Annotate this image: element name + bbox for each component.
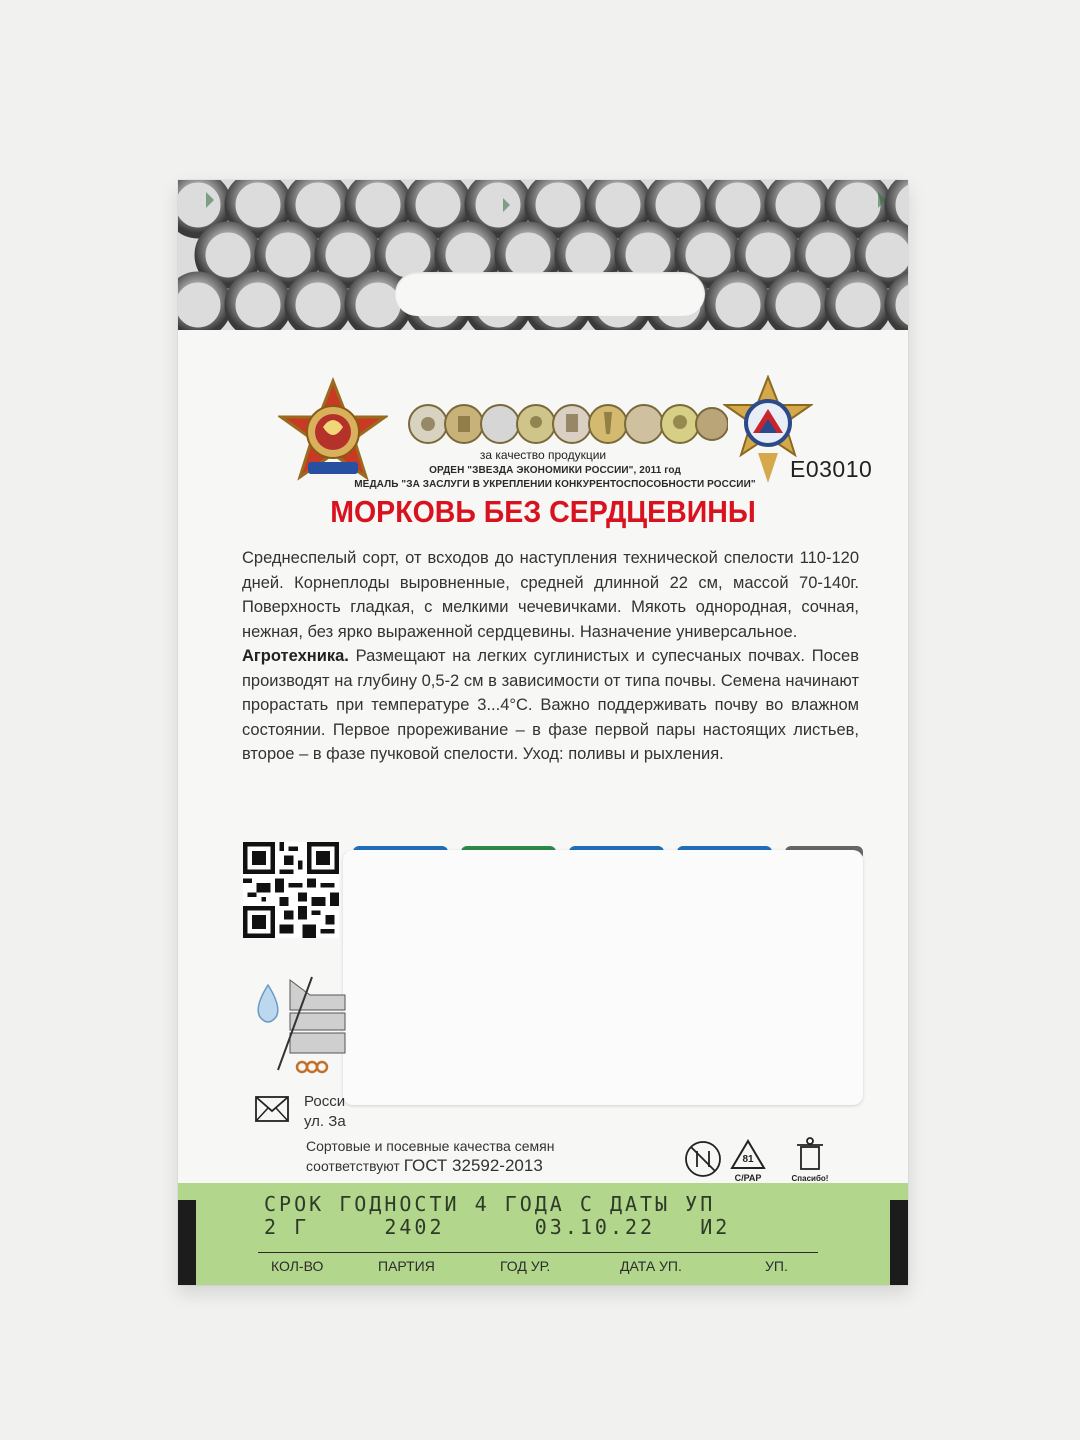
label-packer: УП. [765, 1258, 788, 1274]
band-edge-left [178, 1200, 196, 1285]
recycle-code: C/PAP [734, 1173, 762, 1183]
gost-prefix: соответствуют [306, 1158, 404, 1174]
award-order-text: ОРДЕН "ЗВЕЗДА ЭКОНОМИКИ РОССИИ", 2011 год [429, 465, 681, 476]
hang-slot [395, 272, 705, 316]
agrotechnics-label: Агротехника. [242, 647, 349, 665]
trash-bin-icon [797, 1138, 823, 1169]
mail-envelope-icon [255, 1096, 289, 1122]
product-description [242, 546, 859, 767]
stamp-date: 03.10.22 [534, 1215, 656, 1239]
recycling-icons [683, 1135, 858, 1185]
no-dishwasher-icon [686, 1142, 720, 1176]
description-paragraph: Среднеспелый сорт, от всходов до наступления технической спелости 110-120 дней. Корнеплоды выровненные, средней длинной 22 см, массой 70-140г. Поверхность гладкая, с мелкими чечевичками. Мякоть однородная, сочная, нежная, без ярко выраженной сердцевины. Назначение универсальное. [242, 549, 859, 641]
blank-price-sticker [343, 850, 863, 1105]
quality-caption: за качество продукции [479, 448, 607, 462]
label-year: ГОД УР. [500, 1258, 551, 1274]
agrotechnics-text: Размещают на легких суглинистых и супесчаных почвах. Посев производят на глубину 0,5-2 см в зависимости от типа почвы. Семена начинают прорастать при температуре 3...4°С. Важно поддерживать почву во влажном состоянии. Первое прореживание – в фазе первой пары настоящих листьев, второе – в фазе пучковой спелости. Уход: поливы и рыхления. [242, 647, 859, 763]
qr-code-icon [243, 842, 339, 938]
product-title: МОРКОВЬ БЕЗ СЕРДЦЕВИНЫ [330, 494, 756, 529]
label-batch: ПАРТИЯ [378, 1258, 435, 1274]
stamp-batch: 2402 [384, 1215, 445, 1239]
gost-standard: ГОСТ 32592-2013 [403, 1156, 543, 1175]
recycle-number: 81 [742, 1154, 754, 1165]
stamp-quantity: 2 Г [264, 1215, 310, 1239]
label-date: ДАТА УП. [620, 1258, 682, 1274]
award-medal-text: МЕДАЛЬ "ЗА ЗАСЛУГИ В УКРЕПЛЕНИИ КОНКУРЕНТОСПОСОБНОСТИ РОССИИ" [354, 479, 756, 490]
company-address [304, 1092, 346, 1132]
band-edge-right [890, 1200, 908, 1285]
sowing-depth-icon [250, 975, 350, 1080]
agrotechnics-paragraph [242, 644, 859, 767]
label-quantity: КОЛ-ВО [271, 1258, 324, 1274]
award-medals-row [408, 398, 728, 450]
gost-line-1: Сортовые и посевные качества семян [306, 1138, 555, 1154]
stamp-packer: И2 [700, 1215, 731, 1239]
gost-line-2 [306, 1156, 554, 1176]
shelf-life-stamp: СРОК ГОДНОСТИ 4 ГОДА С ДАТЫ УП [264, 1192, 716, 1216]
seed-packet [178, 180, 908, 1285]
address-line-2: ул. За [304, 1113, 346, 1130]
gost-compliance-text [306, 1137, 554, 1176]
batch-stamp-row [264, 1215, 730, 1239]
chainmail-header-graphic [178, 180, 908, 345]
label-divider [258, 1252, 818, 1253]
address-line-1: Росси [304, 1093, 346, 1110]
product-code: E03010 [790, 456, 873, 482]
thanks-label: Спасибо! [791, 1174, 829, 1183]
